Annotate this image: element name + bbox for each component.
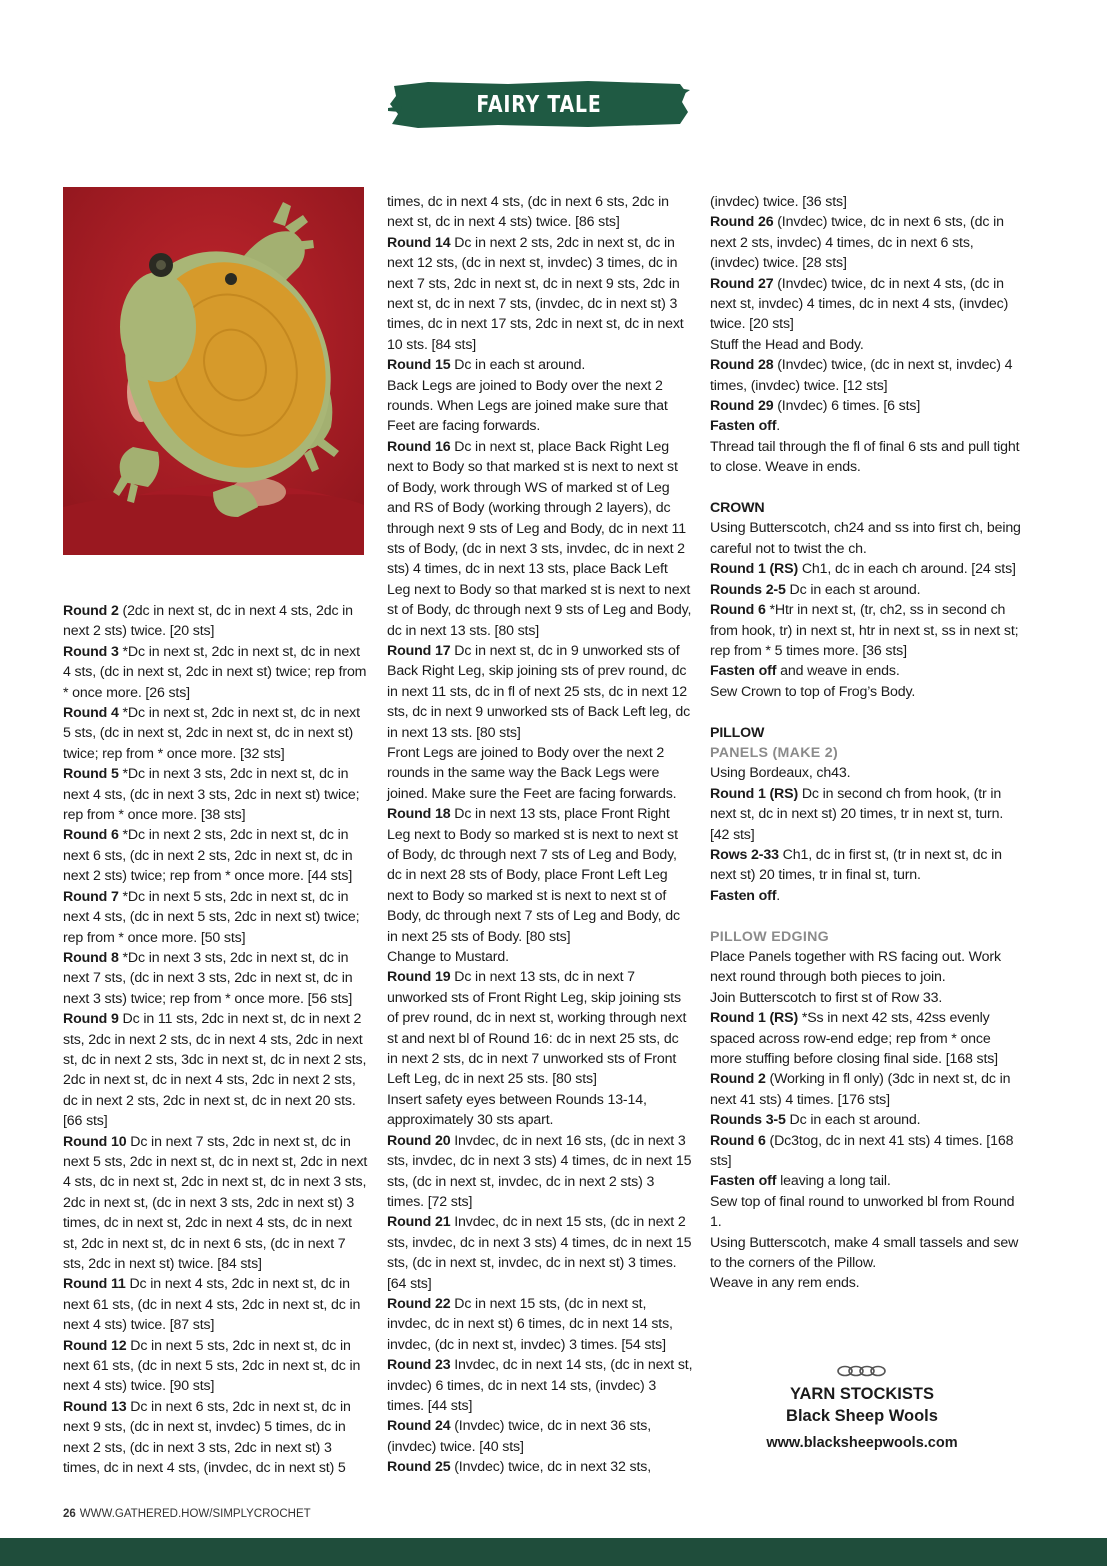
- instruction-label: Fasten off: [710, 418, 777, 435]
- instruction-text: Weave in any rem ends.: [710, 1275, 860, 1292]
- instruction-text: (Invdec) twice, dc in next 36 sts, (invdec) twice. [40 sts]: [387, 1418, 651, 1455]
- instruction-paragraph: [63, 887, 369, 948]
- instruction-label: Round 6: [63, 827, 119, 844]
- instruction-paragraph: [387, 233, 693, 355]
- instruction-text: Invdec, dc in next 16 sts, (dc in next 3 sts, invdec, dc in next 3 sts) 4 times, dc in next 15 sts, (dc in next st, invdec, dc in next 2 sts) 3 times. [72 sts]: [387, 1132, 692, 1210]
- instruction-paragraph: [710, 988, 1022, 1008]
- instruction-paragraph: [387, 1457, 693, 1477]
- instruction-paragraph: [387, 1355, 693, 1416]
- instruction-label: Round 14: [387, 234, 451, 251]
- instruction-paragraph: [710, 661, 1022, 681]
- instruction-text: (Invdec) 6 times. [6 sts]: [773, 398, 921, 415]
- instruction-paragraph: [710, 580, 1022, 600]
- instruction-label: Round 9: [63, 1011, 119, 1028]
- instruction-paragraph: [710, 192, 1022, 212]
- instruction-text: Sew top of final round to unworked bl from Round 1.: [710, 1193, 1015, 1231]
- instruction-text: Dc in next 13 sts, place Front Right Leg next to Body so marked st is next to next st of Body, dc through next 7 sts of Leg and Body, dc in next 28 sts of Body, place Front Left Leg next to Body so marked st is next to next st of Body, dc through next 7 sts of Leg and Body, dc in next 25 sts of Body. [80 sts]: [387, 806, 680, 945]
- instruction-paragraph: [710, 1192, 1022, 1233]
- instruction-text: (Invdec) twice, dc in next 6 sts, (dc in next 2 sts, invdec) 4 times, dc in next 6 sts, (invdec) twice. [28 sts]: [710, 214, 1004, 272]
- bottom-color-bar: [0, 1538, 1107, 1566]
- instruction-label: Round 11: [63, 1276, 126, 1293]
- instruction-text: Join Butterscotch to first st of Row 33.: [710, 989, 943, 1006]
- instruction-paragraph: [710, 763, 1022, 783]
- instruction-label: Round 6: [710, 1132, 766, 1149]
- instruction-label: Round 7: [63, 888, 119, 905]
- instruction-paragraph: [710, 947, 1022, 988]
- instruction-text: Front Legs are joined to Body over the next 2 rounds in the same way the Back Legs were joined. Make sure the Feet are facing forwards.: [387, 744, 677, 802]
- yarn-stockists: [752, 1364, 972, 1451]
- instruction-label: Round 29: [710, 398, 774, 415]
- instruction-text: Dc in next 4 sts, 2dc in next st, dc in next 61 sts, (dc in next 4 sts, 2dc in next st, dc in next 4 sts) twice. [87 sts]: [63, 1276, 361, 1334]
- instruction-label: Round 1 (RS): [710, 1010, 799, 1027]
- instruction-text: Place Panels together with RS facing out. Work next round through both pieces to join.: [710, 948, 1001, 986]
- instruction-label: Round 3: [63, 643, 119, 660]
- instruction-paragraph: [710, 559, 1022, 579]
- instruction-text: Dc in each st around.: [450, 357, 586, 374]
- instruction-label: Round 4: [63, 705, 119, 722]
- instruction-text: (Invdec) twice, dc in next 32 sts,: [450, 1459, 651, 1476]
- instruction-text: (Invdec) twice, (dc in next st, invdec) 4 times, (invdec) twice. [12 sts]: [710, 357, 1013, 394]
- instruction-paragraph: [387, 1131, 693, 1213]
- instruction-paragraph: [710, 886, 1022, 906]
- instruction-paragraph: [710, 212, 1022, 273]
- instruction-text: Using Butterscotch, ch24 and ss into first ch, being careful not to twist the ch.: [710, 520, 1021, 557]
- instruction-text: Sew Crown to top of Frog’s Body.: [710, 683, 916, 700]
- instruction-text: Ch1, dc in each ch around. [24 sts]: [798, 561, 1016, 578]
- instruction-paragraph: [387, 743, 693, 804]
- instruction-text: Invdec, dc in next 15 sts, (dc in next 2 sts, invdec, dc in next 3 sts) 4 times, dc in next 15 sts, (dc in next st, invdec, dc in next st) 3 times. [64 sts]: [387, 1214, 692, 1292]
- instruction-text: leaving a long tail.: [776, 1173, 891, 1190]
- instruction-paragraph: [710, 1131, 1022, 1172]
- instruction-text: (Dc3tog, dc in next 41 sts) 4 times. [168 sts]: [710, 1132, 1014, 1170]
- crown-heading: CROWN: [710, 500, 765, 517]
- instruction-label: Round 16: [387, 438, 451, 455]
- footer-site[interactable]: WWW.GATHERED.HOW/SIMPLYCROCHET: [79, 1508, 311, 1520]
- instruction-paragraph: [710, 396, 1022, 416]
- instruction-label: Round 2: [710, 1071, 766, 1088]
- instruction-text: Dc in next 5 sts, 2dc in next st, dc in next 61 sts, (dc in next 5 sts, 2dc in next st, dc in next 4 sts) twice. [90 sts]: [63, 1337, 361, 1395]
- instruction-label: Round 13: [63, 1398, 127, 1415]
- crown-instructions: [710, 518, 1022, 702]
- instruction-paragraph: [387, 376, 693, 437]
- instruction-paragraph: [710, 1069, 1022, 1110]
- instruction-text: .: [776, 887, 781, 904]
- instruction-text: (Working in fl only) (3dc in next st, dc in next 41 sts) 4 times. [176 sts]: [710, 1071, 1011, 1108]
- panels-instructions: [710, 763, 1022, 906]
- instruction-label: Rounds 3-5: [710, 1112, 786, 1129]
- instruction-text: (invdec) twice. [36 sts]: [710, 194, 847, 210]
- instruction-paragraph: [710, 1008, 1022, 1069]
- instruction-paragraph: [63, 642, 369, 703]
- pillow-heading: PILLOW: [710, 724, 765, 741]
- chain-ornament-icon: [837, 1364, 887, 1378]
- panels-subheading: PANELS (MAKE 2): [710, 744, 838, 761]
- instruction-paragraph: [63, 1009, 369, 1131]
- instruction-paragraph: [63, 948, 369, 1009]
- instruction-label: Round 25: [387, 1459, 451, 1476]
- instruction-text: Dc in each st around.: [785, 1112, 921, 1129]
- instruction-paragraph: [387, 804, 693, 947]
- body-finish-instructions: [710, 192, 1022, 478]
- instruction-paragraph: [387, 355, 693, 375]
- instruction-text: Dc in next st, place Back Right Leg next to Body so that marked st is next to next st of Body, work through WS of marked st of Leg and RS of Body (working through 2 layers), dc through next 9 sts of Leg and Body, dc in next 11 sts of Body, (dc in next 3 sts, invdec, dc in next 2 sts) 4 times, dc in next 13 sts, place Back Left Leg next to Body so that marked st is next to next st of Body, dc through next 9 sts of Leg and Body, dc in next 13 sts. [80 sts]: [387, 438, 692, 639]
- instruction-text: *Dc in next st, 2dc in next st, dc in next 5 sts, (dc in next st, 2dc in next st, dc in next st) twice; rep from * once more. [32 sts]: [63, 705, 360, 762]
- instruction-text: .: [776, 418, 781, 435]
- instruction-text: Stuff the Head and Body.: [710, 336, 864, 353]
- instruction-text: Using Butterscotch, make 4 small tassels and sew to the corners of the Pillow.: [710, 1234, 1019, 1272]
- banner-title: FAIRY TALE COLLECTION: [468, 92, 610, 172]
- instruction-label: Round 18: [387, 806, 451, 823]
- instruction-paragraph: [63, 764, 369, 825]
- instruction-paragraph: [387, 641, 693, 743]
- instruction-label: Round 15: [387, 357, 451, 374]
- instruction-label: Round 12: [63, 1337, 127, 1354]
- instruction-label: Round 1 (RS): [710, 785, 799, 802]
- instruction-label: Round 6: [710, 602, 766, 619]
- instruction-label: Round 22: [387, 1295, 451, 1312]
- instruction-label: Round 5: [63, 766, 119, 783]
- instruction-paragraph: [387, 1212, 693, 1294]
- instruction-paragraph: [63, 601, 369, 642]
- instruction-paragraph: [710, 1233, 1022, 1274]
- instruction-paragraph: [63, 703, 369, 764]
- stockist-name: Black Sheep Wools: [786, 1407, 938, 1425]
- instruction-text: Back Legs are joined to Body over the next 2 rounds. When Legs are joined make sure that Feet are facing forwards.: [387, 377, 668, 435]
- instruction-paragraph: [710, 274, 1022, 335]
- section-banner: [388, 78, 690, 172]
- instruction-text: Dc in next 15 sts, (dc in next st, invdec, dc in next st) 6 times, dc in next 14 sts, invdec, (dc in next st, invdec) 3 times. [54 sts]: [387, 1295, 673, 1353]
- instruction-text: *Dc in next 5 sts, 2dc in next st, dc in next 4 sts, (dc in next 5 sts, 2dc in next st) twice; rep from * once more. [50 sts]: [63, 888, 360, 946]
- instruction-paragraph: [710, 355, 1022, 396]
- instruction-paragraph: [63, 1132, 369, 1275]
- crochet-frog-photo: [63, 187, 364, 555]
- instruction-text: Change to Mustard.: [387, 949, 509, 966]
- instruction-label: Fasten off: [710, 663, 777, 680]
- instruction-text: Invdec, dc in next 14 sts, (dc in next st, invdec) 6 times, dc in next 14 sts, (invdec) 3 times. [44 sts]: [387, 1357, 693, 1414]
- instruction-label: Round 2: [63, 603, 119, 619]
- instruction-text: and weave in ends.: [776, 663, 900, 680]
- instruction-label: Round 24: [387, 1418, 451, 1435]
- instruction-paragraph: [63, 1274, 369, 1335]
- stockists-title: YARN STOCKISTS: [790, 1385, 934, 1403]
- instruction-label: Round 19: [387, 969, 451, 986]
- instruction-text: *Dc in next 3 sts, 2dc in next st, dc in next 4 sts, (dc in next 3 sts, 2dc in next st) twice; rep from * once more. [38 sts]: [63, 766, 360, 824]
- instruction-text: Dc in each st around.: [785, 581, 921, 598]
- instruction-text: Dc in second ch from hook, (tr in next st, dc in next st) 20 times, tr in next st, turn. [42 sts]: [710, 785, 1004, 843]
- instruction-text: Dc in next 7 sts, 2dc in next st, dc in next 5 sts, 2dc in next st, dc in next st, 2dc in next 4 sts, dc in next st, 2dc in next st, dc in next 3 sts, 2dc in next st, (dc in next 3 sts, 2dc in next st) 3 times, dc in next st, 2dc in next 4 sts, dc in next st, 2dc in next st, dc in next 6 sts, (dc in next 7 sts, 2dc in next st) twice. [84 sts]: [63, 1133, 368, 1272]
- instruction-paragraph: [387, 1090, 693, 1131]
- instruction-paragraph: [63, 1336, 369, 1397]
- instruction-paragraph: [710, 682, 1022, 702]
- instruction-paragraph: [710, 784, 1022, 845]
- instruction-label: Rows 2-33: [710, 846, 779, 863]
- edging-instructions: [710, 947, 1022, 1294]
- instruction-paragraph: [710, 1171, 1022, 1191]
- instruction-label: Round 28: [710, 357, 774, 374]
- instruction-paragraph: [710, 600, 1022, 661]
- instruction-label: Round 27: [710, 275, 774, 292]
- instruction-text: Dc in next st, dc in 9 unworked sts of Back Right Leg, skip joining sts of prev round, dc in next 11 sts, dc in fl of next 25 sts, dc in next 12 sts, dc in next 9 unworked sts of Back Left leg, dc in next 13 sts. [80 sts]: [387, 642, 691, 741]
- page-footer: [63, 1508, 311, 1520]
- pattern-column-2: [387, 192, 693, 1478]
- instruction-paragraph: [63, 825, 369, 886]
- instruction-text: Using Bordeaux, ch43.: [710, 765, 851, 782]
- instruction-text: (Invdec) twice, dc in next 4 sts, (dc in next st, invdec) 4 times, dc in next 4 sts, (invdec) twice. [20 sts]: [710, 275, 1009, 333]
- instruction-paragraph: [387, 1294, 693, 1355]
- instruction-label: Round 21: [387, 1214, 451, 1231]
- instruction-text: *Dc in next 2 sts, 2dc in next st, dc in next 6 sts, (dc in next 2 sts, 2dc in next st, dc in next 2 sts) twice; rep from * once more. [44 sts]: [63, 827, 353, 885]
- instruction-text: Thread tail through the fl of final 6 sts and pull tight to close. Weave in ends.: [710, 438, 1020, 476]
- instruction-label: Round 17: [387, 642, 451, 659]
- instruction-paragraph: [710, 845, 1022, 886]
- instruction-paragraph: [387, 1416, 693, 1457]
- instruction-label: Round 23: [387, 1357, 451, 1374]
- instruction-paragraph: [710, 1273, 1022, 1293]
- instruction-paragraph: [710, 1110, 1022, 1130]
- instruction-text: Insert safety eyes between Rounds 13-14, approximately 30 sts apart.: [387, 1091, 647, 1129]
- instruction-paragraph: [710, 335, 1022, 355]
- pattern-column-3: [710, 192, 1022, 1294]
- stockist-url[interactable]: www.blacksheepwools.com: [766, 1435, 958, 1451]
- instruction-text: *Dc in next st, 2dc in next st, dc in next 4 sts, (dc in next st, 2dc in next st) twice; rep from * once more. [26 sts]: [63, 643, 367, 701]
- instruction-text: *Dc in next 3 sts, 2dc in next st, dc in next 7 sts, (dc in next 3 sts, 2dc in next st, dc in next 3 sts) twice; rep from * once more. [56 sts]: [63, 949, 353, 1007]
- instruction-text: Ch1, dc in first st, (tr in next st, dc in next st) 20 times, tr in final st, turn.: [710, 846, 1002, 884]
- instruction-paragraph: [387, 967, 693, 1089]
- instruction-text: Dc in next 2 sts, 2dc in next st, dc in next 12 sts, (dc in next st, invdec) 3 times, dc in next 7 sts, 2dc in next st, dc in next 9 sts, 2dc in next st, dc in next 7 sts, (invdec, dc in next st) 3 times, dc in next 17 sts, 2dc in next st, dc in next 10 sts. [84 sts]: [387, 234, 684, 353]
- instruction-text: (2dc in next st, dc in next 4 sts, 2dc in next 2 sts) twice. [20 sts]: [63, 603, 353, 640]
- instruction-paragraph: [63, 1397, 369, 1479]
- instruction-paragraph: [387, 192, 693, 233]
- instruction-text: Dc in 11 sts, 2dc in next st, dc in next 2 sts, 2dc in next 2 sts, dc in next 4 sts, 2dc in next st, dc in next 2 sts, 3dc in next st, dc in next 2 sts, 2dc in next st, dc in next 4 sts, 2dc in next 2 sts, dc in next 2 sts, 2dc in next st, dc in next 20 sts. [66 sts]: [63, 1011, 367, 1130]
- instruction-text: Dc in next 13 sts, dc in next 7 unworked sts of Front Right Leg, skip joining sts of prev round, dc in next st, working through next st and next bl of Round 16: dc in next 25 sts, dc in next 2 sts, dc in next 7 unworked sts of Front Left Leg, dc in next 25 sts. [80 sts]: [387, 969, 687, 1088]
- edging-subheading: PILLOW EDGING: [710, 928, 829, 945]
- pattern-column-1: [63, 601, 369, 1478]
- instruction-text: times, dc in next 4 sts, (dc in next 6 sts, 2dc in next st, dc in next 4 sts) twice. [86 sts]: [387, 194, 669, 231]
- instruction-text: Dc in next 6 sts, 2dc in next st, dc in next 9 sts, (dc in next st, invdec) 5 times, dc in next 2 sts, (dc in next 3 sts, 2dc in next st) 3 times, dc in next 4 sts, (invdec, dc in next st) 5: [63, 1398, 351, 1477]
- instruction-label: Fasten off: [710, 887, 777, 904]
- instruction-label: Rounds 2-5: [710, 581, 786, 598]
- instruction-label: Round 10: [63, 1133, 127, 1150]
- instruction-label: Round 1 (RS): [710, 561, 799, 578]
- instruction-label: Round 8: [63, 949, 119, 966]
- instruction-paragraph: [710, 518, 1022, 559]
- instruction-label: Round 26: [710, 214, 774, 231]
- instruction-text: *Htr in next st, (tr, ch2, ss in second ch from hook, tr) in next st, htr in next st, ss in next st; rep from * 5 times more. [36 sts]: [710, 602, 1019, 659]
- page-number: 26: [63, 1508, 76, 1520]
- instruction-paragraph: [387, 947, 693, 967]
- instruction-paragraph: [387, 437, 693, 641]
- instruction-paragraph: [710, 437, 1022, 478]
- instruction-label: Round 20: [387, 1132, 451, 1149]
- instruction-text: *Ss in next 42 sts, 42ss evenly spaced across row-end edge; rep from * once more stuffing before closing final side. [168 sts]: [710, 1010, 998, 1068]
- instruction-label: Fasten off: [710, 1173, 777, 1190]
- instruction-paragraph: [710, 416, 1022, 436]
